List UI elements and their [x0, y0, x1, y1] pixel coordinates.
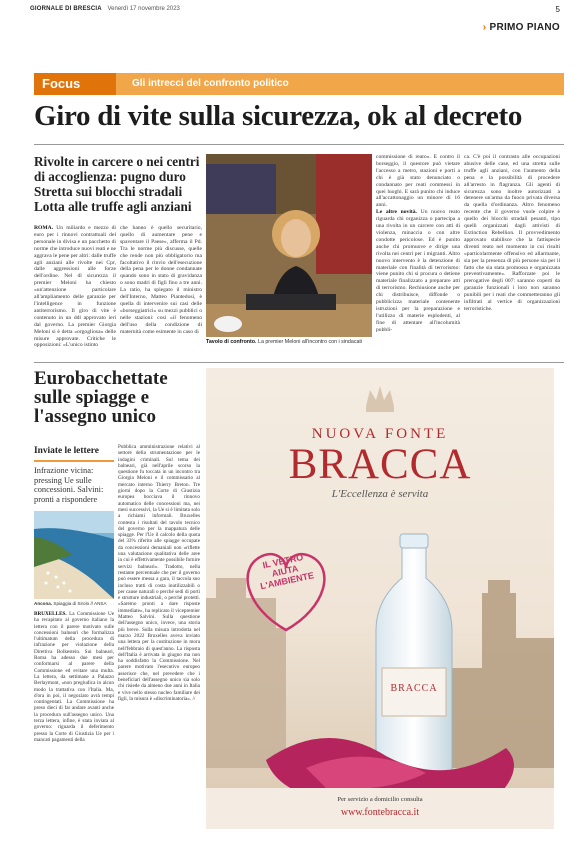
photo-caption-bold: Tavolo di confronto.	[206, 339, 257, 345]
article-col4-text: ca. C'è poi il contrasto alle occupazioni abusive delle case, ed una stretta sulle truffe agli anziani, con l'aumento della pena e la possibilità di procedere all'arresto in flagranza. Gli agenti di sicurezza sono inoltre autorizzati a detenere un'arma da fuoco privata diversa da quella d'ordinanza. Altro fenomeno recente che il governo vuole colpire è quello dei blocchi stradali pesanti, tipo quelli organizzati dagli attivisti di Extinction Rebellion. Il provvedimento approvato stabilisce che la fattispecie diventi reato nel momento in cui risulti «particolarmente offensivo ed allarmante, sia per la presenza di più persone sia per il fatto che sia stata promossa e organizzata preventivamente». Rafforzate poi le prerogative degli 007: saranno coperti da garanzie funzionali i loro non saranno punibili per i reati che commetteranno gli infiltrati al vertice di organizzazioni terroristiche.	[464, 154, 560, 312]
beach-photo	[34, 511, 114, 599]
article-column-3	[376, 154, 460, 334]
beach-illustration	[34, 511, 114, 599]
photo-caption-text: La premier Meloni all'incontro con i sindacati	[258, 339, 363, 345]
page-number: 5	[555, 5, 560, 14]
focus-label: Focus	[34, 73, 116, 95]
beach-column-1	[34, 611, 114, 743]
beach-caption-bold: Ancona.	[34, 601, 53, 606]
section-underline	[34, 460, 114, 462]
ad-tagline: L'Eccellenza è servita	[331, 488, 429, 500]
masthead	[30, 6, 560, 18]
focus-topic: Gli intrecci del confronto politico	[132, 78, 289, 89]
ad-brand-prefix: NUOVA FONTE	[311, 426, 449, 442]
article-column-4	[464, 154, 560, 313]
article-dateline: ROMA.	[34, 225, 54, 231]
beach-dateline: BRUXELLES.	[34, 611, 67, 617]
issue-date: Venerdì 17 novembre 2023	[107, 6, 180, 12]
bracca-advertisement[interactable]	[206, 368, 554, 829]
article-column-2	[120, 225, 202, 336]
beach-photo-caption	[34, 601, 114, 606]
section-label: › PRIMO PIANO	[483, 22, 560, 33]
article-col3-text: commissione di reato». E contro il borseggio, il questore può vietare l'accesso a metro, stazioni e porti a chi è già stato denunciato o condannato per reati commessi in quei luoghi. E sarà punito chi induce all'accattonaggio un minore di 16 anni.	[376, 154, 460, 209]
ad-heart-slogan: IL VETRO AIUTA L'AMBIENTE	[259, 552, 315, 592]
beach-headline: Eurobacchettate sulle spiagge e l'assegno unico	[34, 368, 168, 427]
headline-divider	[34, 144, 564, 145]
ad-website-link[interactable]: www.fontebracca.it	[340, 807, 420, 818]
beach-col2-text: Pubblica amministrazione relativi al settore della strumentazione per le indagini criminali. Sul tema dei balneari, già nell'aprile scorso la questione fu toccata in un incontro tra Giorgia Meloni e il commissario al mercato interno Thierry Breton. Tre giorni dopo la Corte di Giustizia europea bocciava il rinnovo automatico delle concessioni ma, nei mesi successivi, la Ue si è limitata solo a richiami informali. Bruxelles contesta i risultati del tavolo tecnico del governo per la mappatura delle spiagge. Per l'Ue il calcolo della quota del 33% riferito alle spiagge occupate da concessioni demaniali non «riflette una valutazione qualitativa delle aree in cui è effettivamente possibile fornire servizi balneari». Tradotto, nella restante percentuale che per il governo può essere messa a gara, il taccola suo incluso tratti di costa inutilizzabili o per cause naturali o perché sedi di porti e strutture industriali, o perché protetti. «Saremo pronti a dare risposte immediate», ha replicato il vicepremier Matteo Salvini. Sulla questione dell'assegno unico, invece, una storia più breve. Sulla misura introdotta nel marzo 2022 Bruxelles aveva inviato una lettera per la costituzione in mora nell'febbraio di quest'anno. La risposta dell'Italia è arrivata in giugno ma non ha soddisfatto la Commissione. Nel parere motivato l'esecutivo europeo asserisce che, nel prevedere che i beneficiari dell'assegno unico sia solo chi risiede da almeno due anni in Italia e vive nello stesso nucleo familiare dei figli, la misura è «discriminatoria». //	[118, 444, 200, 702]
article-column-1	[34, 225, 116, 349]
meloni-photo	[206, 154, 372, 337]
beach-caption-text: Spiaggia di Sirolo	[53, 601, 90, 606]
beach-col1-text: La Commissione Ue ha recapitato al governo italiano la lettera con il parere motivato sulle concessioni balneari che formalizza l'ultimatum della procedura di infrazione per violazione della Direttiva Bolkestein. Sui balneari, Roma ha adesso due mesi per conformarsi al parere della Commissione ed evitare una multa. La lettera, da settimane a Palazzo Berlaymont, «non pregiudica in alcun modo la trattativa con l'Italia. Ma, d'ora in poi, il negoziato avrà tempi contingentati. La Commissione ha preso dieci di far andare avanti anche la procedura sull'assegno unico. Una terza lettera, infine, è stata inviata al governo: riguarda il deferimento presso la Corte di Giustizia Ue per i mancati pagamenti della	[34, 611, 114, 743]
article-col1-text: Un miliardo e mezzo di euro per i rinnovi contrattuali del personale in divisa e un pacchetto di norme che introduce nuovi reati e ne aggrava le pene per altri: dalle truffe agli anziani alle rivolte nei Cpr, dalle aggressioni alle forze dell'ordine. Nel dl sicurezza il premier Meloni ha chiesto «un'attenzione particolare all'ampliamento delle garanzie per l'intelligence in funzione antiterrorismo. Il giro di vite è contenuto in un ddl approvato ieri dal governo. La premier Giorgia Meloni si è detta «orgogliosa» delle misure approvate. Critiche le opposizioni: «L'unico istinto	[34, 225, 117, 349]
beach-column-2	[118, 444, 200, 702]
beach-subheadline: Infrazione vicina: pressing Ue sulle concessioni. Salvini: pronti a rispondere	[34, 466, 104, 504]
main-headline: Giro di vite sulla sicurezza, ok al decreto	[34, 100, 523, 132]
article-col3b-text: Un nuovo reato riguarda chi organizza o partecipa a una rivolta in un carcere con atti di violenza, minaccia o con altre condotte pericolose. Ed è punito anche chi promuove e dirige una rivolta nei centri per i migranti. Altro nuovo intervento è la detenzione di materiale con finalità di terrorismo: viene punito chi si procura o detiene materiale finalizzato a preparare atti di terrorismo. Rechiusione anche per chi distribuisce, diffonde o pubblicizza materiale contenente istruzioni per la preparazione e l'utilizzo di materie esplodenti, al fine di attentare all'incolumità pubbli-	[376, 209, 461, 333]
ad-cta-text: Per servizio a domicilio consulta	[337, 796, 423, 803]
section-divider	[34, 362, 564, 363]
subheadline: Rivolte in carcere o nei centri di accoglienza: pugno duro Stretta sui blocchi stradali Lotta alle truffe agli anziani	[34, 154, 200, 214]
photo-illustration	[206, 154, 372, 337]
article-col2-text: che hanno è quello securitario, quello di aumentare pene e spaventare il Paese», afferma il Pd. Tra le norme più discusse, quelle che rende non più obbligatorio ma facoltativo il rinvio dell'esecuzione della pena per le donne condannate quando sono in stato di gravidanza o sono madri di figli fino a tre anni. La ratio, ha spiegato il ministro dell'Interno, Matteo Piantedosi, è quella di intervenire sui casi delle «borseggiatrici» su mezzi pubblici o nelle stazioni: così «il fenomeno dell'uso della condizione di maternità come esimente in caso di	[120, 225, 202, 335]
ad-brand-name: BRACCA	[288, 441, 472, 488]
focus-bar	[34, 73, 564, 95]
beach-section: Inviate le lettere	[34, 446, 99, 456]
ad-bottle-label: BRACCA	[390, 683, 438, 694]
photo-caption	[206, 339, 372, 345]
article-subhead: Le altre novità.	[376, 209, 417, 216]
newspaper-name: GIORNALE DI BRESCIA	[30, 6, 102, 12]
beach-caption-credit: // ANSA	[90, 601, 107, 606]
